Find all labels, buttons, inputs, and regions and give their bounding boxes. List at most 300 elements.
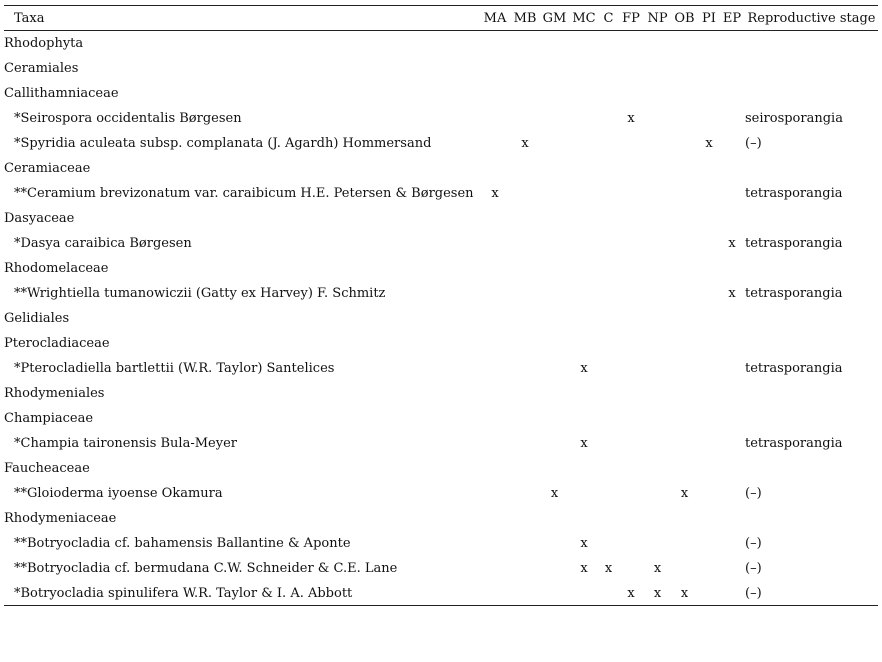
presence-mark-fp xyxy=(618,56,644,81)
header-reproductive-stage: Reproductive stage xyxy=(747,10,876,26)
presence-mark-mb xyxy=(510,56,540,81)
presence-mark-gm xyxy=(540,531,569,556)
presence-mark-gm xyxy=(540,156,569,181)
header-site-ma: MA xyxy=(483,10,507,26)
reproductive-stage xyxy=(744,506,878,531)
header-site-c: C xyxy=(603,10,614,26)
table-row xyxy=(4,31,878,56)
presence-mark-ma xyxy=(480,231,510,256)
presence-mark-ma xyxy=(480,306,510,331)
presence-mark-mc xyxy=(569,506,599,531)
presence-mark-gm xyxy=(540,106,569,131)
presence-mark-gm xyxy=(540,306,569,331)
presence-mark-mb xyxy=(510,206,540,231)
presence-mark-ob xyxy=(671,356,698,381)
presence-mark-mc xyxy=(569,206,599,231)
header-taxa: Taxa xyxy=(14,10,45,26)
taxon-label: Rhodomelaceae xyxy=(4,261,109,276)
presence-mark-ma xyxy=(480,81,510,106)
presence-mark-ma xyxy=(480,281,510,306)
presence-mark-ep xyxy=(720,31,744,56)
table-row xyxy=(4,531,878,556)
presence-mark-ma xyxy=(480,481,510,506)
presence-mark-c xyxy=(599,381,618,406)
presence-mark-mc xyxy=(569,81,599,106)
taxon-label: Pterocladiaceae xyxy=(4,336,110,351)
presence-mark-fp xyxy=(618,306,644,331)
presence-mark-np xyxy=(644,481,671,506)
presence-mark-gm xyxy=(540,506,569,531)
presence-mark-mb xyxy=(510,181,540,206)
presence-mark-ma xyxy=(480,531,510,556)
presence-mark-ma xyxy=(480,131,510,156)
presence-mark-ma xyxy=(480,31,510,56)
taxon-label: Dasyaceae xyxy=(4,211,75,226)
presence-mark-ma xyxy=(480,406,510,431)
taxon-label: Rhodymeniaceae xyxy=(4,511,117,526)
presence-mark-mc xyxy=(569,106,599,131)
presence-mark-ma xyxy=(480,556,510,581)
taxon-label: *Pterocladiella bartlettii (W.R. Taylor) Santelices xyxy=(14,361,335,376)
presence-mark-ma xyxy=(480,256,510,281)
presence-mark-pi xyxy=(698,206,720,231)
presence-mark-mb xyxy=(510,281,540,306)
presence-mark-ep xyxy=(720,406,744,431)
presence-mark-ma xyxy=(480,106,510,131)
table-row xyxy=(4,56,878,81)
presence-mark-mc xyxy=(569,306,599,331)
presence-mark-c xyxy=(599,506,618,531)
presence-mark-pi xyxy=(698,381,720,406)
presence-mark-mc xyxy=(569,181,599,206)
presence-mark-gm xyxy=(540,356,569,381)
presence-mark-pi xyxy=(698,256,720,281)
presence-mark-pi xyxy=(698,106,720,131)
presence-mark-fp xyxy=(618,381,644,406)
taxon-label: Champiaceae xyxy=(4,411,94,426)
reproductive-stage xyxy=(744,256,878,281)
taxon-label: Callithamniaceae xyxy=(4,86,119,101)
presence-mark-ep xyxy=(720,256,744,281)
presence-mark-c xyxy=(599,181,618,206)
presence-mark-pi xyxy=(698,281,720,306)
presence-mark-c xyxy=(599,206,618,231)
presence-mark-ep xyxy=(720,206,744,231)
table-row xyxy=(4,181,878,206)
presence-mark-np xyxy=(644,331,671,356)
presence-mark-ma xyxy=(480,156,510,181)
presence-mark-ep: x xyxy=(728,286,736,301)
presence-mark-mb xyxy=(510,431,540,456)
presence-mark-mc xyxy=(569,331,599,356)
presence-mark-c xyxy=(599,431,618,456)
taxon-label: *Champia taironensis Bula-Meyer xyxy=(14,436,237,451)
presence-mark-gm xyxy=(540,431,569,456)
presence-mark-ep xyxy=(720,506,744,531)
presence-mark-ep xyxy=(720,581,744,606)
taxon-label: **Botryocladia cf. bermudana C.W. Schneider & C.E. Lane xyxy=(14,561,398,576)
presence-mark-fp: x xyxy=(627,111,635,126)
presence-mark-np xyxy=(644,131,671,156)
presence-mark-np xyxy=(644,356,671,381)
presence-mark-c: x xyxy=(604,561,613,576)
presence-mark-ob xyxy=(671,431,698,456)
presence-mark-pi xyxy=(698,331,720,356)
reproductive-stage xyxy=(744,206,878,231)
presence-mark-pi xyxy=(698,506,720,531)
presence-mark-ep xyxy=(720,331,744,356)
presence-mark-c xyxy=(599,131,618,156)
presence-mark-gm xyxy=(540,131,569,156)
table-row xyxy=(4,306,878,331)
presence-mark-gm xyxy=(540,581,569,606)
presence-mark-ep xyxy=(720,531,744,556)
table-row xyxy=(4,81,878,106)
taxon-label: Rhodymeniales xyxy=(4,386,105,401)
presence-mark-pi xyxy=(698,306,720,331)
presence-mark-ep xyxy=(720,381,744,406)
presence-mark-mc: x xyxy=(580,561,588,576)
presence-mark-pi: x xyxy=(705,136,713,151)
presence-mark-ma xyxy=(480,381,510,406)
presence-mark-ep xyxy=(720,456,744,481)
reproductive-stage: tetrasporangia xyxy=(745,436,843,451)
presence-mark-fp xyxy=(618,256,644,281)
presence-mark-fp xyxy=(618,281,644,306)
presence-mark-pi xyxy=(698,356,720,381)
presence-mark-np xyxy=(644,31,671,56)
reproductive-stage: tetrasporangia xyxy=(745,186,843,201)
presence-mark-c xyxy=(599,456,618,481)
reproductive-stage: (–) xyxy=(744,581,878,606)
header-site-mb: MB xyxy=(513,10,537,26)
reproductive-stage: (–) xyxy=(745,561,762,576)
presence-mark-mc xyxy=(569,406,599,431)
reproductive-stage xyxy=(744,331,878,356)
presence-mark-ma xyxy=(480,456,510,481)
presence-mark-fp xyxy=(618,556,644,581)
presence-mark-ob: x xyxy=(671,581,698,606)
presence-mark-fp xyxy=(618,331,644,356)
presence-mark-np xyxy=(644,106,671,131)
presence-mark-ma xyxy=(480,206,510,231)
presence-mark-ma xyxy=(480,331,510,356)
reproductive-stage xyxy=(744,31,878,56)
presence-mark-fp xyxy=(618,206,644,231)
presence-mark-ob xyxy=(671,231,698,256)
presence-mark-fp xyxy=(618,356,644,381)
presence-mark-mc xyxy=(569,31,599,56)
presence-mark-gm xyxy=(540,231,569,256)
presence-mark-pi xyxy=(698,456,720,481)
table-row xyxy=(4,581,878,606)
presence-mark-c xyxy=(599,581,618,606)
presence-mark-mc xyxy=(569,456,599,481)
reproductive-stage: seirosporangia xyxy=(745,111,843,126)
presence-mark-mb: x xyxy=(521,136,529,151)
presence-mark-mc xyxy=(569,256,599,281)
reproductive-stage xyxy=(744,306,878,331)
presence-mark-c xyxy=(599,356,618,381)
presence-mark-ma xyxy=(480,431,510,456)
presence-mark-np xyxy=(644,506,671,531)
presence-mark-gm xyxy=(540,281,569,306)
reproductive-stage: tetrasporangia xyxy=(745,286,843,301)
taxon-label: **Gloioderma iyoense Okamura xyxy=(14,486,223,501)
table-row xyxy=(4,481,878,506)
reproductive-stage xyxy=(744,81,878,106)
presence-mark-gm xyxy=(540,256,569,281)
presence-mark-ep xyxy=(720,431,744,456)
presence-mark-mb xyxy=(510,31,540,56)
presence-mark-mb xyxy=(510,306,540,331)
presence-mark-gm xyxy=(540,206,569,231)
presence-mark-mb xyxy=(510,456,540,481)
presence-mark-mb xyxy=(510,81,540,106)
presence-mark-c xyxy=(599,406,618,431)
presence-mark-mc: x xyxy=(580,361,588,376)
presence-mark-pi xyxy=(698,431,720,456)
table-row xyxy=(4,256,878,281)
presence-mark-c xyxy=(599,331,618,356)
presence-mark-mc xyxy=(569,381,599,406)
presence-mark-ep xyxy=(720,556,744,581)
taxon-label: Ceramiales xyxy=(4,61,79,76)
presence-mark-ob xyxy=(671,106,698,131)
header-site-fp: FP xyxy=(622,10,640,26)
presence-mark-fp xyxy=(618,456,644,481)
taxon-label: **Ceramium brevizonatum var. caraibicum H.E. Petersen & Børgesen xyxy=(14,186,474,201)
presence-mark-gm: x xyxy=(550,486,559,501)
header-site-mc: MC xyxy=(572,10,596,26)
reproductive-stage xyxy=(744,56,878,81)
presence-mark-fp xyxy=(618,31,644,56)
presence-mark-mc xyxy=(569,581,599,606)
presence-mark-ob xyxy=(671,206,698,231)
presence-mark-fp xyxy=(618,181,644,206)
presence-mark-fp: x xyxy=(618,581,644,606)
header-site-ob: OB xyxy=(674,10,695,26)
presence-mark-mc xyxy=(569,231,599,256)
presence-mark-mb xyxy=(510,531,540,556)
presence-mark-ob xyxy=(671,331,698,356)
taxon-label: **Wrightiella tumanowiczii (Gatty ex Harvey) F. Schmitz xyxy=(14,286,386,301)
presence-mark-fp xyxy=(618,431,644,456)
presence-mark-mb xyxy=(510,556,540,581)
table-row xyxy=(4,231,878,256)
reproductive-stage xyxy=(744,156,878,181)
presence-mark-ob xyxy=(671,181,698,206)
presence-mark-ma: x xyxy=(491,186,499,201)
presence-mark-pi xyxy=(698,406,720,431)
table-row xyxy=(4,281,878,306)
presence-mark-np xyxy=(644,306,671,331)
presence-mark-c xyxy=(599,81,618,106)
presence-mark-c xyxy=(599,31,618,56)
presence-mark-ma xyxy=(480,581,510,606)
table-row xyxy=(4,106,878,131)
presence-mark-ob xyxy=(671,56,698,81)
reproductive-stage xyxy=(744,406,878,431)
presence-mark-ep xyxy=(720,56,744,81)
reproductive-stage xyxy=(744,381,878,406)
presence-mark-c xyxy=(599,231,618,256)
table-row xyxy=(4,556,878,581)
presence-mark-fp xyxy=(618,131,644,156)
presence-mark-c xyxy=(599,256,618,281)
species-table xyxy=(4,5,878,606)
presence-mark-gm xyxy=(540,406,569,431)
presence-mark-mc xyxy=(569,481,599,506)
taxon-label: Rhodophyta xyxy=(4,36,84,51)
presence-mark-np xyxy=(644,231,671,256)
presence-mark-np: x xyxy=(653,561,662,576)
presence-mark-mb xyxy=(510,506,540,531)
presence-mark-ob xyxy=(671,156,698,181)
taxon-label: Faucheaceae xyxy=(4,461,90,476)
table-row xyxy=(4,381,878,406)
presence-mark-mb xyxy=(510,256,540,281)
presence-mark-ob xyxy=(671,556,698,581)
presence-mark-gm xyxy=(540,56,569,81)
presence-mark-np xyxy=(644,531,671,556)
presence-mark-pi xyxy=(698,81,720,106)
table-row xyxy=(4,331,878,356)
presence-mark-fp xyxy=(618,231,644,256)
presence-mark-ep xyxy=(720,131,744,156)
presence-mark-np xyxy=(644,456,671,481)
presence-mark-np xyxy=(644,381,671,406)
taxon-label: Gelidiales xyxy=(4,311,70,326)
header-site-ep: EP xyxy=(722,10,742,26)
header-site-pi: PI xyxy=(702,10,716,26)
presence-mark-mc: x xyxy=(580,436,588,451)
taxon-label: Ceramiaceae xyxy=(4,161,91,176)
taxon-label: *Botryocladia spinulifera W.R. Taylor & I. A. Abbott xyxy=(4,581,480,606)
presence-mark-c xyxy=(599,481,618,506)
presence-mark-ep xyxy=(720,106,744,131)
presence-mark-c xyxy=(599,306,618,331)
table-row xyxy=(4,131,878,156)
presence-mark-c xyxy=(599,156,618,181)
presence-mark-np xyxy=(644,256,671,281)
table-row xyxy=(4,356,878,381)
presence-mark-ma xyxy=(480,356,510,381)
presence-mark-pi xyxy=(698,231,720,256)
presence-mark-ob xyxy=(671,31,698,56)
presence-mark-gm xyxy=(540,456,569,481)
presence-mark-ep xyxy=(720,81,744,106)
reproductive-stage: (–) xyxy=(745,136,762,151)
taxon-label: *Spyridia aculeata subsp. complanata (J. Agardh) Hommersand xyxy=(14,136,432,151)
reproductive-stage: tetrasporangia xyxy=(745,361,843,376)
presence-mark-mb xyxy=(510,356,540,381)
presence-mark-np xyxy=(644,81,671,106)
presence-mark-gm xyxy=(540,181,569,206)
table-header xyxy=(4,5,878,31)
presence-mark-ob xyxy=(671,506,698,531)
presence-mark-c xyxy=(599,281,618,306)
presence-mark-mc xyxy=(569,56,599,81)
presence-mark-mc xyxy=(569,131,599,156)
presence-mark-fp xyxy=(618,81,644,106)
presence-mark-gm xyxy=(540,381,569,406)
presence-mark-ob xyxy=(671,281,698,306)
presence-mark-ep xyxy=(720,156,744,181)
presence-mark-ob xyxy=(671,456,698,481)
table-row xyxy=(4,456,878,481)
presence-mark-np xyxy=(644,206,671,231)
presence-mark-pi xyxy=(698,156,720,181)
table-row xyxy=(4,406,878,431)
presence-mark-ma xyxy=(480,56,510,81)
presence-mark-gm xyxy=(540,331,569,356)
presence-mark-ep: x xyxy=(728,236,736,251)
presence-mark-ma xyxy=(480,506,510,531)
presence-mark-ob xyxy=(671,306,698,331)
presence-mark-ep xyxy=(720,306,744,331)
taxon-label: **Botryocladia cf. bahamensis Ballantine & Aponte xyxy=(14,536,351,551)
table-row xyxy=(4,206,878,231)
presence-mark-gm xyxy=(540,31,569,56)
presence-mark-pi xyxy=(698,31,720,56)
header-site-np: NP xyxy=(647,10,668,26)
presence-mark-np xyxy=(644,56,671,81)
presence-mark-mb xyxy=(510,481,540,506)
presence-mark-mc xyxy=(569,156,599,181)
reproductive-stage xyxy=(744,456,878,481)
presence-mark-mc xyxy=(569,281,599,306)
presence-mark-ob xyxy=(671,131,698,156)
presence-mark-fp xyxy=(618,406,644,431)
presence-mark-fp xyxy=(618,506,644,531)
presence-mark-c xyxy=(599,106,618,131)
table-row xyxy=(4,431,878,456)
presence-mark-ep xyxy=(720,356,744,381)
presence-mark-pi xyxy=(698,531,720,556)
presence-mark-ob xyxy=(671,381,698,406)
presence-mark-np xyxy=(644,406,671,431)
presence-mark-pi xyxy=(698,56,720,81)
presence-mark-ep xyxy=(720,481,744,506)
table-row xyxy=(4,506,878,531)
presence-mark-mb xyxy=(510,156,540,181)
presence-mark-ob xyxy=(671,406,698,431)
presence-mark-mb xyxy=(510,381,540,406)
presence-mark-np xyxy=(644,281,671,306)
presence-mark-pi xyxy=(698,581,720,606)
taxon-label: *Dasya caraibica Børgesen xyxy=(14,236,192,251)
presence-mark-ob xyxy=(671,81,698,106)
presence-mark-fp xyxy=(618,531,644,556)
table-row xyxy=(4,156,878,181)
reproductive-stage: tetrasporangia xyxy=(745,236,843,251)
presence-mark-mc: x xyxy=(580,536,588,551)
presence-mark-c xyxy=(599,531,618,556)
presence-mark-mb xyxy=(510,331,540,356)
presence-mark-gm xyxy=(540,81,569,106)
presence-mark-gm xyxy=(540,556,569,581)
presence-mark-np: x xyxy=(644,581,671,606)
presence-mark-c xyxy=(599,56,618,81)
presence-mark-pi xyxy=(698,556,720,581)
presence-mark-mb xyxy=(510,106,540,131)
presence-mark-mb xyxy=(510,406,540,431)
reproductive-stage: (–) xyxy=(745,536,762,551)
reproductive-stage: (–) xyxy=(745,486,762,501)
header-site-gm: GM xyxy=(542,10,567,26)
presence-mark-ob: x xyxy=(680,486,689,501)
